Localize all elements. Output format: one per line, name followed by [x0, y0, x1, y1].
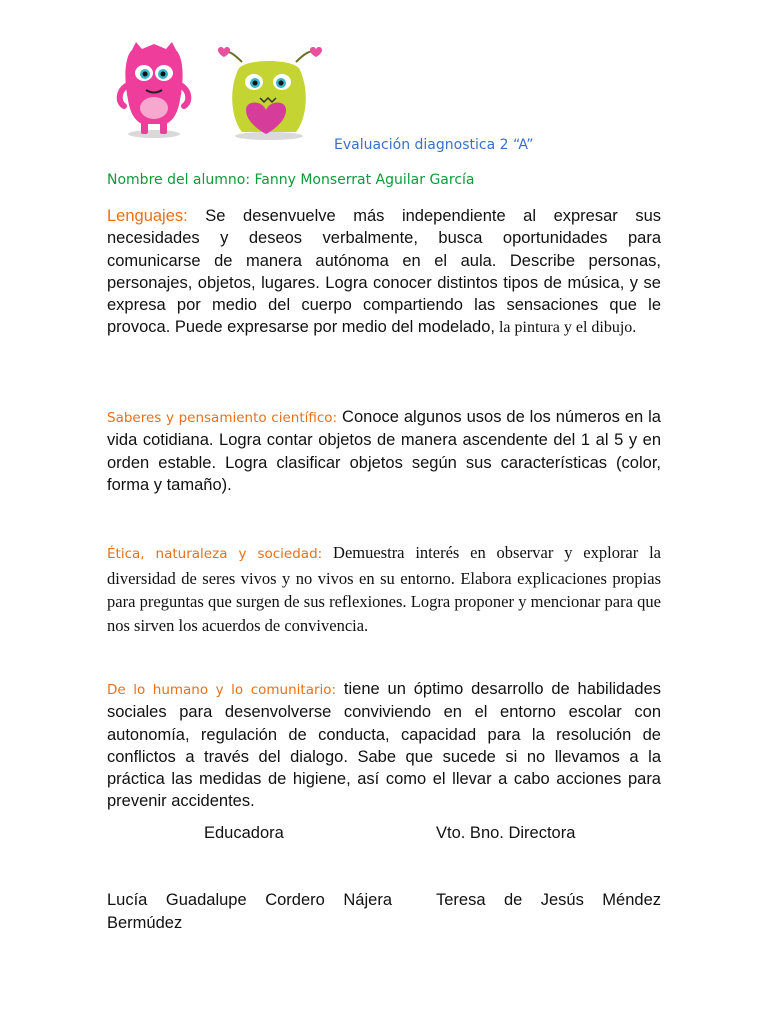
signature-role-directora: Vto. Bno. Directora [436, 824, 576, 842]
signature-name-line2: Bermúdez [107, 913, 183, 932]
section-text-tail: la pintura y el dibujo. [494, 319, 637, 337]
section-text: Demuestra interés en observar y explorar la diversidad de seres vivos y no vivos en su entorno. Elabora explicaciones propias para preguntas que surgen de sus reflexiones. Logra proponer y mencionar para que nos sirven los acuerdos de convivencia. [107, 543, 661, 635]
section-text: Se desenvuelve más independiente al expresar sus necesidades y deseos verbalmente, busca oportunidades para comunicarse de manera autónoma en el aula. Describe personas, personajes, objetos, lugares. Logra conocer distintos tipos de música, y se expresa por medio del cuerpo compartiendo las sensaciones que le provoca. Puede expresarse por medio del modelado, [107, 207, 661, 337]
section-text: tiene un óptimo desarrollo de habilidades sociales para desenvolverse conviviendo en el entorno escolar con autonomía, regulación de conducta, capacidad para la resolución de conflictos a través del dialogo. Sabe que sucede si no llevamos a la práctica las medidas de higiene, así como el llevar a cabo acciones para prevenir accidentes. [107, 680, 662, 811]
section-lenguajes [107, 205, 661, 340]
green-monster-icon [218, 47, 322, 140]
section-humano [107, 678, 661, 813]
pink-monster-icon [120, 42, 189, 138]
student-name-label: Nombre del alumno: Fanny Monserrat Aguilar García [107, 172, 475, 188]
section-label: Lenguajes: [107, 207, 188, 225]
section-saberes [107, 406, 661, 496]
signature-name-line1: Lucía Guadalupe Cordero Nájera [107, 891, 392, 909]
section-text: Conoce algunos usos de los números en la vida cotidiana. Logra contar objetos de manera ascendente del 1 al 5 y en orden estable. Logra clasificar objetos según sus características (color, forma y tamaño). [107, 408, 661, 494]
section-label: Ética, naturaleza y sociedad: [107, 546, 323, 562]
document-title: Evaluación diagnostica 2 “A” [334, 137, 534, 153]
signature-name-directora: Teresa de Jesús Méndez [436, 891, 661, 909]
monsters-icon [114, 40, 334, 142]
signature-name-educadora [107, 889, 392, 934]
section-label: De lo humano y lo comunitario: [107, 682, 337, 698]
signature-role-educadora: Educadora [204, 824, 284, 842]
section-etica [107, 541, 661, 637]
section-label: Saberes y pensamiento científico: [107, 410, 338, 426]
